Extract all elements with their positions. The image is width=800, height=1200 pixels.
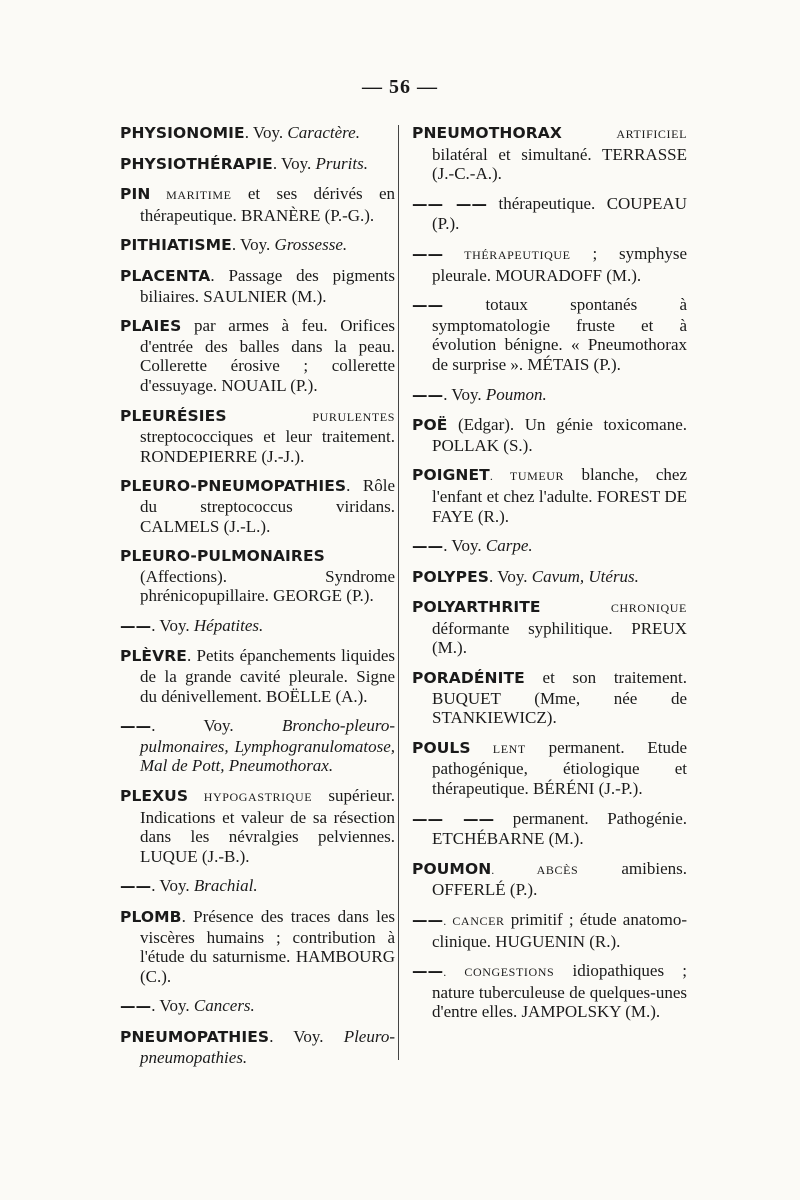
entry-heading: POUMON [412, 859, 492, 878]
entry-smallcaps: . ABCÈS [491, 862, 579, 877]
entry-reference: Pleuro-pneumopathies. [140, 1026, 395, 1067]
entry-reference: Poumon. [485, 384, 547, 404]
entry-text: . Petits épanchements liquides de la grande cavité pleurale. Signe du dénivellement. BOËLLE (A.). [140, 646, 395, 706]
entry-text: . Voy. [489, 566, 532, 586]
entry-text: . Présence des traces dans les viscères humains ; contribution à l'étude du saturnisme. HAMBOURG (C.). [140, 907, 395, 986]
entry-heading: PIN [120, 185, 151, 204]
index-entry [120, 876, 395, 897]
entry-smallcaps: THÉRAPEUTIQUE [443, 247, 571, 262]
entry-text: . Rôle du streptococcus viridans. CALMELS (J.-L.). [140, 476, 395, 536]
entry-smallcaps: . TUMEUR [489, 469, 565, 484]
entry-heading: —— [412, 537, 444, 556]
entry-reference: Grossesse. [274, 235, 348, 255]
index-entry [412, 859, 687, 900]
entry-heading: —— [412, 296, 444, 315]
entry-smallcaps: ARTIFICIEL [561, 127, 687, 141]
entry-text: streptococciques et leur traitement. RONDEPIERRE (J.-J.). [140, 427, 395, 466]
entry-text: amibiens. OFFERLÉ (P.). [432, 858, 687, 900]
index-entry [120, 266, 395, 306]
left-column [120, 123, 395, 1077]
entry-reference: Prurits. [315, 153, 368, 173]
entry-heading: PLEURO-PNEUMOPATHIES [120, 477, 347, 496]
entry-heading: —— [120, 616, 152, 635]
entry-reference: Carpe. [485, 536, 533, 556]
entry-reference: Cancers. [193, 996, 255, 1016]
index-entry [412, 961, 687, 1022]
entry-smallcaps: LENT [470, 741, 526, 756]
index-entry [120, 235, 395, 256]
index-entry [120, 406, 395, 467]
index-entry [412, 668, 687, 728]
index-entry [120, 716, 395, 776]
entry-text: par armes à feu. Orifices d'entrée des balles dans la peau. Collerette érosive ; collerette d'essuyage. NOUAIL (P.). [140, 316, 395, 395]
entry-text: et son traitement. BUQUET (Mme, née de STANKIEWICZ). [432, 668, 687, 728]
entry-text: . Voy. [151, 996, 194, 1016]
entry-heading: PHYSIOTHÉRAPIE [120, 154, 273, 173]
entry-smallcaps: CHRONIQUE [540, 601, 687, 616]
entry-heading: PLEURÉSIES [120, 406, 227, 425]
entry-heading: —— [120, 717, 152, 736]
index-entry [120, 996, 395, 1017]
entry-reference: Caractère. [287, 123, 360, 142]
entry-text: ; symphyse pleurale. MOURADOFF (M.). [432, 243, 687, 285]
entry-smallcaps: . CANCER [443, 914, 505, 928]
entry-reference: Brachial. [193, 876, 258, 896]
index-entry [120, 546, 395, 606]
entry-text: primitif ; étude anatomo-clinique. HUGUENIN (R.). [432, 910, 687, 951]
entry-smallcaps: HYPOGASTRIQUE [188, 790, 313, 805]
index-entry [120, 154, 395, 175]
entry-heading: POLYARTHRITE [412, 598, 541, 617]
right-column [412, 123, 687, 1032]
index-entry [412, 809, 687, 849]
entry-heading: —— [120, 877, 152, 896]
entry-text: (Affections). Syndrome phrénicopupillaire. GEORGE (P.). [140, 566, 395, 606]
entry-heading: PHYSIONOMIE [120, 124, 245, 142]
index-entry [120, 476, 395, 536]
index-entry [120, 184, 395, 225]
entry-text: . Voy. [244, 123, 288, 142]
entry-text: permanent. Pathogénie. ETCHÉBARNE (M.). [432, 808, 687, 849]
index-entry [412, 536, 687, 557]
index-entry [120, 786, 395, 866]
index-entry [412, 910, 687, 951]
entry-text: blanche, chez l'enfant et chez l'adulte. FOREST DE FAYE (R.). [432, 465, 687, 526]
entry-text: . Voy. [272, 153, 316, 173]
entry-heading: POLYPES [412, 567, 490, 586]
index-entry [412, 123, 687, 184]
entry-heading: PLAIES [120, 317, 182, 336]
entry-reference: Broncho-pleuro-pulmonaires, Lymphogranulomatose, Mal de Pott, Pneumothorax. [140, 716, 395, 776]
entry-smallcaps: . CONGESTIONS [443, 965, 555, 980]
entry-reference: Cavum, Utérus. [531, 566, 639, 586]
entry-heading: PORADÉNITE [412, 669, 525, 688]
entry-text: et ses dérivés en thérapeutique. BRANÈRE (P.-G.). [140, 184, 396, 225]
entry-text: . Voy. [443, 536, 486, 556]
entry-text: . Voy. [231, 235, 275, 255]
entry-text: . Voy. [269, 1026, 344, 1046]
entry-heading: —— —— [412, 809, 495, 828]
entry-text: . Voy. [443, 384, 486, 404]
entry-text: totaux spontanés à symptomatologie fruste et à évolution bénigne. « Pneumothorax de surprise ». MÉTAIS (P.). [432, 295, 687, 374]
entry-text: déformante syphilitique. PREUX (M.). [432, 618, 687, 658]
entry-text: . Voy. [151, 876, 194, 896]
entry-text: (Edgar). Un génie toxicomane. POLLAK (S.). [432, 415, 687, 455]
entry-heading: —— [412, 244, 444, 263]
column-divider [398, 125, 399, 1060]
entry-smallcaps: MARITIME [150, 188, 232, 203]
index-entry [120, 646, 395, 706]
entry-heading: POË [412, 416, 448, 435]
entry-heading: PITHIATISME [120, 236, 232, 255]
index-entry [120, 316, 395, 395]
index-entry [120, 616, 395, 637]
index-entry [412, 597, 687, 658]
entry-heading: POULS [412, 738, 471, 757]
index-entry [412, 465, 687, 526]
entry-text: . Passage des pigments biliaires. SAULNIER (M.). [140, 265, 395, 306]
entry-heading: —— [412, 911, 444, 929]
entry-heading: —— —— [412, 194, 488, 213]
entry-heading: POIGNET [412, 466, 490, 485]
entry-heading: PLACENTA [120, 266, 211, 285]
entry-heading: PNEUMOPATHIES [120, 1027, 270, 1046]
entry-text: . Voy. [151, 615, 194, 635]
entry-heading: —— [412, 962, 444, 981]
entry-heading: —— [412, 385, 444, 404]
entry-text: thérapeutique. COUPEAU (P.). [432, 193, 687, 234]
index-entry [120, 907, 395, 986]
entry-heading: PLOMB [120, 908, 182, 926]
entry-heading: PLEXUS [120, 787, 189, 806]
page-number: — 56 — [362, 76, 438, 98]
entry-text: idiopathiques ; nature tuberculeuse de quelques-unes d'entre elles. JAMPOLSKY (M.). [432, 961, 688, 1022]
index-entry [120, 1027, 395, 1067]
index-entry [412, 244, 687, 285]
index-entry [412, 385, 687, 406]
entry-text: supérieur. Indications et valeur de sa résection dans les névralgies pelviennes. LUQUE (J.-B.). [140, 786, 395, 866]
index-entry [412, 415, 687, 455]
entry-text: permanent. Etude pathogénique, étiologique et thérapeutique. BÉRÉNI (J.-P.). [432, 737, 688, 799]
entry-reference: Hépatites. [193, 615, 264, 635]
entry-heading: —— [120, 997, 152, 1016]
entry-text: . Voy. [151, 716, 282, 736]
entry-text: bilatéral et simultané. TERRASSE (J.-C.-A.). [432, 144, 687, 184]
entry-heading: PLÈVRE [120, 647, 187, 666]
index-entry [412, 295, 687, 374]
index-entry [412, 194, 687, 234]
entry-smallcaps: PURULENTES [226, 409, 395, 424]
index-entry [120, 123, 395, 144]
entry-heading: PNEUMOTHORAX [412, 124, 562, 142]
index-entry [412, 567, 687, 588]
entry-heading: PLEURO-PULMONAIRES [120, 547, 325, 566]
index-entry [412, 738, 687, 799]
